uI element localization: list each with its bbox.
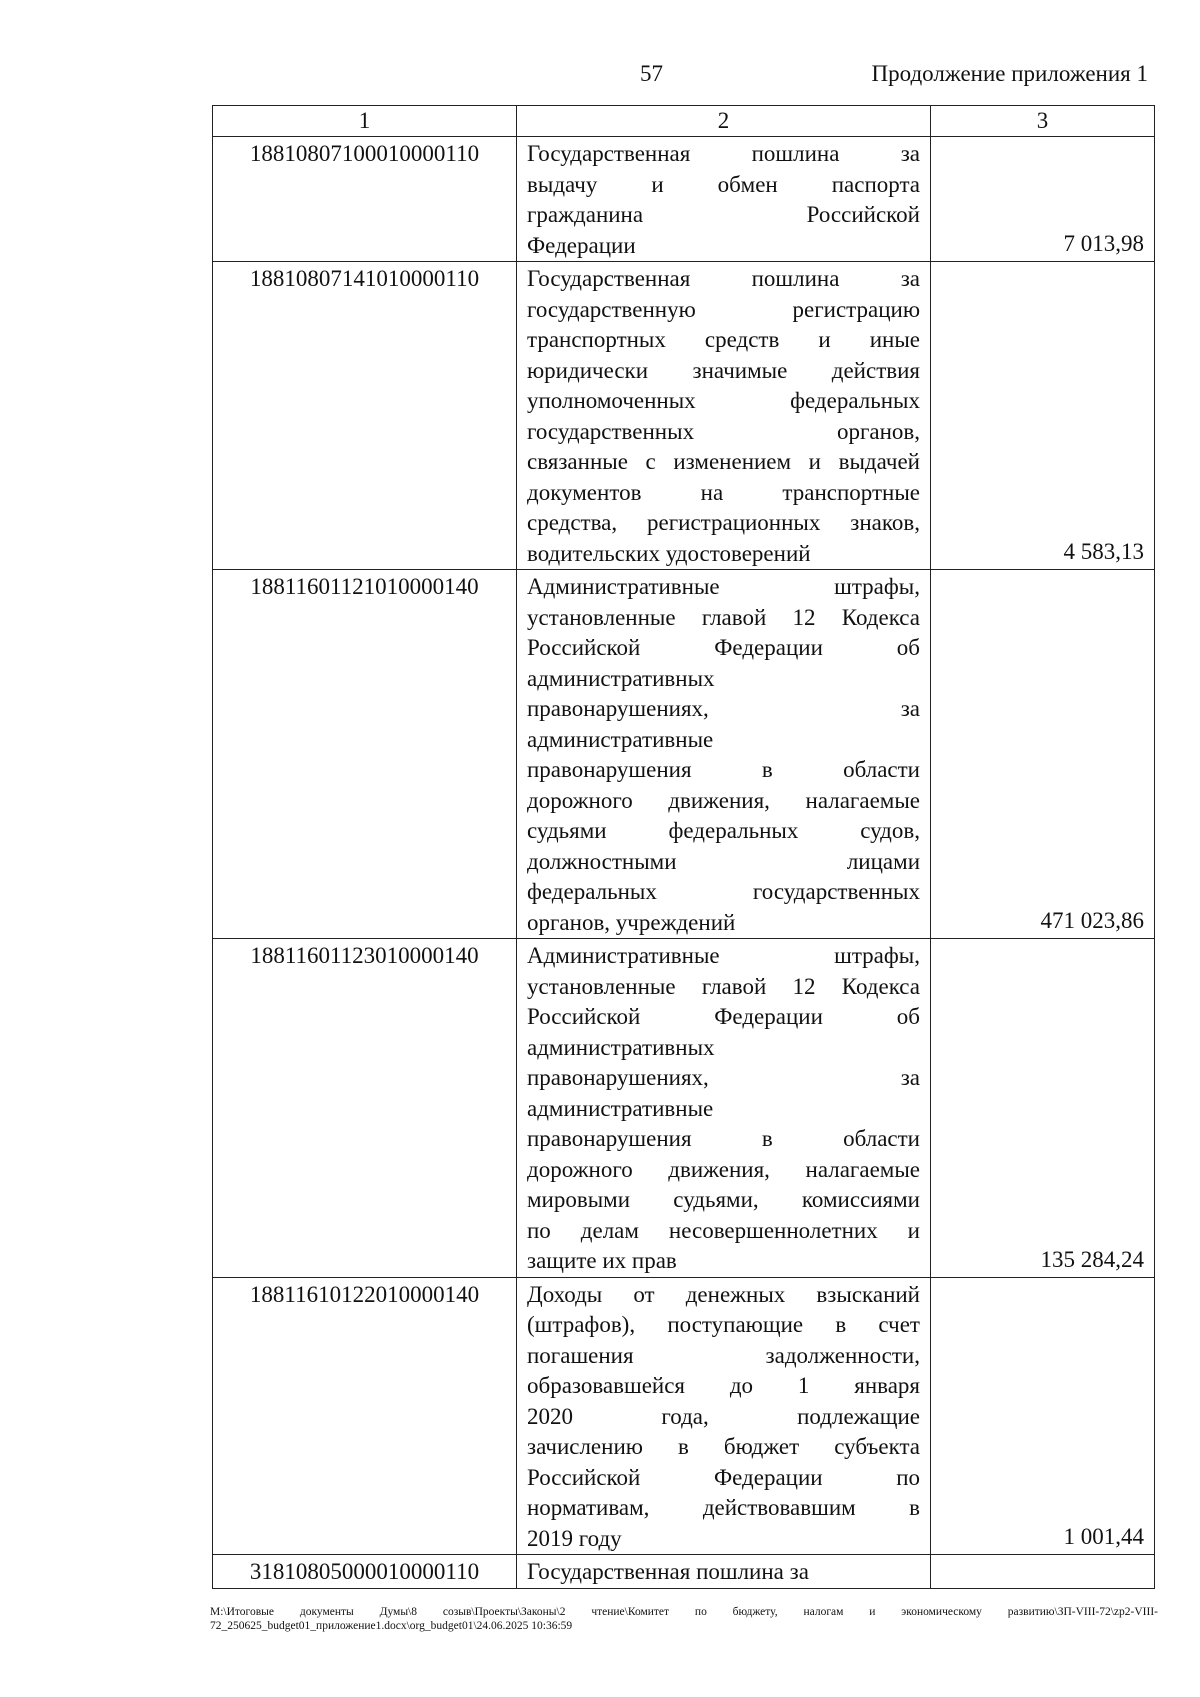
description-line: (штрафов), поступающие в счет — [527, 1312, 920, 1337]
description-line: административные — [527, 1095, 714, 1121]
description-line: выдачу и обмен паспорта — [527, 171, 920, 197]
description-line: административных — [527, 1034, 715, 1060]
revenue-amount-cell: 1 001,44 — [931, 1277, 1155, 1555]
table-row — [213, 1555, 1155, 1589]
description-line: федеральных государственных — [527, 879, 920, 904]
table-body — [213, 137, 1155, 1589]
description-line: по делам несовершеннолетних и — [527, 1217, 920, 1243]
revenue-description-cell — [517, 1277, 931, 1555]
description-line: правонарушениях, за — [527, 1065, 920, 1090]
description-line: Государственная пошлина за — [527, 141, 920, 166]
description-line: Административные штрафы, — [527, 943, 920, 968]
description-line: Государственная пошлина за — [527, 266, 920, 291]
revenue-code-cell: 18811601121010000140 — [213, 570, 517, 939]
description-line: зачислению в бюджет субъекта — [527, 1434, 920, 1459]
description-line: мировыми судьями, комиссиями — [527, 1187, 920, 1212]
revenue-code-cell: 18811610122010000140 — [213, 1277, 517, 1555]
table-row — [213, 939, 1155, 1278]
description-line: административные — [527, 726, 714, 752]
description-line: Административные штрафы, — [527, 574, 920, 599]
description-line: судьями федеральных судов, — [527, 818, 920, 843]
description-line: государственных органов, — [527, 418, 920, 444]
column-header-code: 1 — [213, 106, 517, 137]
description-line: Российской Федерации об — [527, 1004, 920, 1029]
appendix-continuation-label: Продолжение приложения 1 — [871, 61, 1148, 86]
description-line: установленные главой 12 Кодекса — [527, 604, 920, 630]
description-line: органов, учреждений — [527, 909, 736, 935]
page-number: 57 — [640, 61, 663, 86]
revenue-amount-cell: 7 013,98 — [931, 137, 1155, 262]
revenue-description-cell — [517, 137, 931, 262]
revenue-description-cell — [517, 1555, 931, 1589]
description-line: погашения задолженности, — [527, 1342, 920, 1368]
description-line: Государственная пошлина за — [527, 1559, 809, 1584]
revenue-code-cell: 18810807100010000110 — [213, 137, 517, 262]
description-line: Российской Федерации об — [527, 635, 920, 660]
description-line: защите их прав — [527, 1248, 677, 1273]
revenue-description-cell — [517, 570, 931, 939]
description-line: 2020 года, подлежащие — [527, 1403, 920, 1429]
table-row — [213, 570, 1155, 939]
budget-revenue-table — [212, 105, 1155, 1589]
revenue-code-cell: 18810807141010000110 — [213, 262, 517, 570]
description-line: 2019 году — [527, 1525, 622, 1551]
revenue-description-cell — [517, 262, 931, 570]
description-line: дорожного движения, налагаемые — [527, 787, 920, 813]
description-line: юридически значимые действия — [527, 357, 920, 383]
description-line: документов на транспортные — [527, 479, 920, 505]
revenue-code-cell: 18811601123010000140 — [213, 939, 517, 1278]
column-header-description: 2 — [517, 106, 931, 137]
revenue-amount-cell: 135 284,24 — [931, 939, 1155, 1278]
revenue-description-cell — [517, 939, 931, 1278]
description-line: Доходы от денежных взысканий — [527, 1281, 920, 1307]
description-line: дорожного движения, налагаемые — [527, 1156, 920, 1182]
table-header-row — [213, 106, 1155, 137]
description-line: государственную регистрацию — [527, 296, 920, 322]
description-line: гражданина Российской — [527, 202, 920, 227]
revenue-amount-cell: 471 023,86 — [931, 570, 1155, 939]
description-line: Российской Федерации по — [527, 1464, 920, 1490]
table-row — [213, 262, 1155, 570]
description-line: правонарушения в области — [527, 1126, 920, 1151]
description-line: связанные с изменением и выдачей — [527, 449, 920, 474]
revenue-amount-cell — [931, 1555, 1155, 1589]
description-line: образовавшейся до 1 января — [527, 1373, 920, 1398]
description-line: нормативам, действовавшим в — [527, 1495, 920, 1520]
table-row — [213, 137, 1155, 262]
revenue-amount-cell: 4 583,13 — [931, 262, 1155, 570]
column-header-amount: 3 — [931, 106, 1155, 137]
description-line: правонарушения в области — [527, 757, 920, 782]
description-line: средства, регистрационных знаков, — [527, 510, 920, 535]
document-file-path: М:\Итоговые документы Думы\8 созыв\Проекты\Законы\2 чтение\Комитет по бюджету, налогам и экономическому развитию\ЗП-VIII-72\zp2-VIII-72_250625_budget01_приложение1.docx\org_budget01\24.06.2025 10:36:59 — [210, 1606, 1158, 1632]
description-line: Федерации — [527, 232, 636, 258]
table-row — [213, 1277, 1155, 1555]
description-line: уполномоченных федеральных — [527, 388, 920, 413]
description-line: водительских удостоверений — [527, 540, 811, 566]
description-line: установленные главой 12 Кодекса — [527, 973, 920, 999]
description-line: правонарушениях, за — [527, 696, 920, 721]
description-line: транспортных средств и иные — [527, 327, 920, 352]
description-line: административных — [527, 665, 715, 691]
description-line: должностными лицами — [527, 848, 920, 874]
revenue-code-cell: 31810805000010000110 — [213, 1555, 517, 1589]
